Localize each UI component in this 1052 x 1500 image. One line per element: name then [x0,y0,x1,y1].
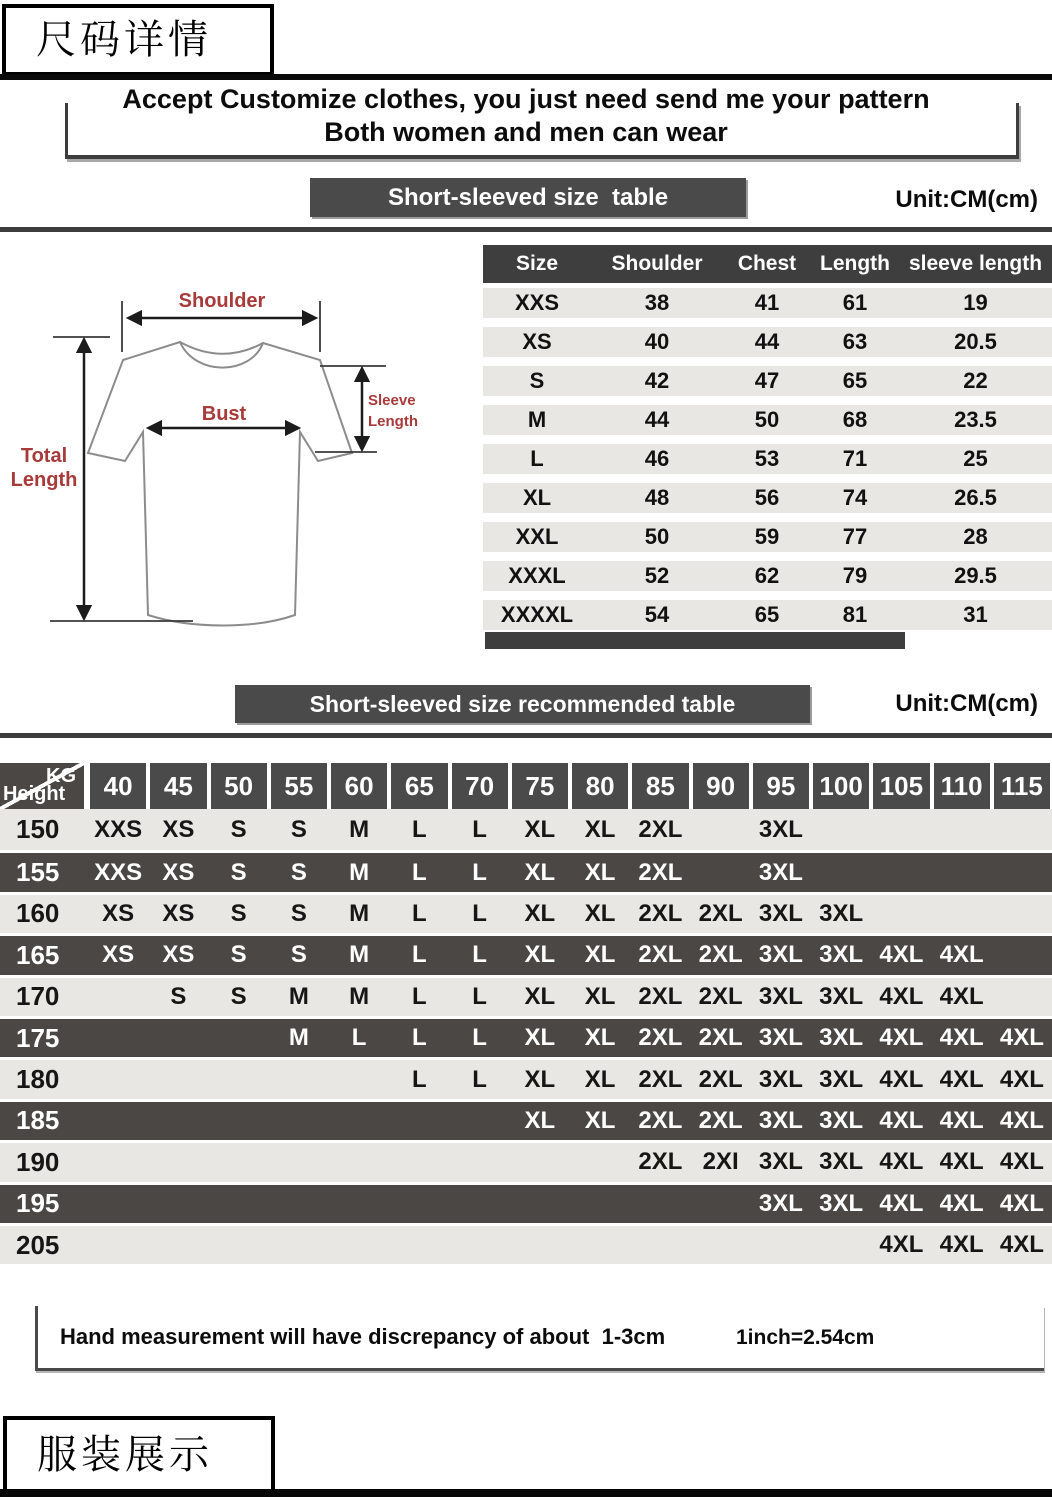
total-length-label-1: Total [20,445,68,467]
header-divider-line [0,74,1052,80]
size-table-cell: 79 [842,563,868,588]
size-table-cell: 42 [644,368,670,393]
size-table-row [483,444,1052,474]
recommended-table-title: Short-sleeved size recommended table [309,690,736,717]
weight-header-cell: 85 [632,763,688,809]
size-table-footer-bar [485,632,905,649]
height-label-cell: 180 [16,1064,60,1095]
matrix-row [0,975,1052,1016]
weight-header-cell: 110 [934,763,990,809]
recommended-size-cell: 3XL [758,1189,803,1217]
recommended-size-cell: 4XL [879,1148,924,1176]
recommended-size-cell: 3XL [758,941,803,969]
recommended-size-cell: 2XL [638,1106,683,1134]
recommended-size-cell: M [349,815,370,843]
size-table-cell: 48 [644,485,670,510]
recommended-size-cell: XL [584,858,616,886]
recommended-size-cell: 3XL [819,1065,864,1093]
size-table-row [483,327,1052,357]
banner-line1: Accept Customize clothes, you just need send me your pattern [122,84,930,114]
matrix-row [0,1099,1052,1140]
size-table-cell: 19 [963,290,988,315]
height-label-cell: 185 [16,1105,60,1136]
sleeve-length-label-2: Length [368,413,418,430]
corner-kg-label: KG [46,765,76,787]
recommended-size-cell: M [288,1024,309,1052]
recommended-size-cell: 2XL [638,899,683,927]
size-table-row [483,405,1052,435]
recommended-size-cell: XL [524,1065,556,1093]
recommended-size-cell: 4XL [999,1231,1044,1259]
size-table-cell: 59 [754,524,780,549]
size-table-cell: 77 [842,524,868,549]
size-table-cell: 47 [754,368,780,393]
recommended-size-cell: 4XL [999,1024,1044,1052]
matrix-row [0,1140,1052,1181]
height-label-cell: 175 [16,1022,60,1053]
size-table-cell: XXL [515,524,559,549]
size-table-cell: L [530,446,544,471]
recommended-size-cell: 4XL [939,1024,984,1052]
recommended-size-cell: 2XL [638,1024,683,1052]
recommended-size-cell: 3XL [758,815,803,843]
recommended-size-cell: 4XL [879,1106,924,1134]
recommended-size-cell: XL [584,941,616,969]
size-table-cell: 68 [842,407,868,432]
recommended-size-cell: S [290,815,307,843]
size-table-column-header: Shoulder [611,252,703,275]
weight-header-cell: 115 [994,763,1050,809]
recommended-size-cell: 2XL [698,1024,743,1052]
matrix-row [0,1223,1052,1264]
size-table-cell: 62 [754,563,780,588]
recommended-size-cell: S [290,899,307,927]
size-table-cell: 53 [754,446,780,471]
weight-header-cell: 100 [813,763,869,809]
recommended-size-cell: M [349,941,370,969]
recommended-size-cell: M [349,858,370,886]
size-table-cell: 40 [644,329,670,354]
recommended-size-cell: L [351,1024,367,1052]
recommended-size-cell: 3XL [819,1148,864,1176]
size-table-row [483,483,1052,513]
recommended-size-cell: 4XL [939,941,984,969]
matrix-row [0,933,1052,974]
page-title: 尺码详情 [36,17,212,62]
recommended-size-cell: M [288,982,309,1010]
recommended-size-cell: 3XL [819,1189,864,1217]
inch-conversion-text: 1inch=2.54cm [736,1326,875,1349]
size-table-column-header: Length [820,252,890,275]
size-table-cell: 50 [754,407,780,432]
recommended-size-cell: 2XL [638,1065,683,1093]
recommended-size-cell: L [472,899,487,927]
weight-header-cell: 60 [331,763,387,809]
weight-header-cell: 90 [693,763,749,809]
recommended-size-cell: L [472,815,487,843]
recommended-size-cell: 3XL [819,1024,864,1052]
recommended-size-cell: 4XL [879,1231,924,1259]
size-table-header [483,245,1052,283]
recommended-size-cell: L [412,815,427,843]
unit-label-1: Unit:CM(cm) [895,186,1038,213]
size-table-cell: 26.5 [954,485,997,510]
recommended-size-cell: XL [584,1106,616,1134]
recommended-size-cell: XL [524,858,556,886]
recommended-size-cell: 4XL [999,1106,1044,1134]
recommended-size-cell: 2XL [698,1106,743,1134]
recommended-size-cell: L [412,982,427,1010]
matrix-row [0,809,1052,850]
recommended-size-cell: 4XL [999,1189,1044,1217]
shoulder-label: Shoulder [178,290,266,312]
size-table-cell: S [529,368,545,393]
matrix-row [0,1182,1052,1223]
recommended-size-cell: XL [524,941,556,969]
recommended-size-cell: XXS [94,858,143,886]
recommended-size-cell: 4XL [939,1148,984,1176]
size-table-row [483,522,1052,552]
height-label-cell: 190 [16,1146,60,1177]
size-table-row [483,288,1052,318]
recommended-size-cell: 4XL [879,1189,924,1217]
size-table-cell: 46 [644,446,670,471]
recommended-size-cell: 2XL [698,1065,743,1093]
recommended-size-cell: L [412,1024,427,1052]
size-table-cell: M [527,407,547,432]
recommended-size-cell: 4XL [939,1065,984,1093]
size-table-cell: 44 [754,329,780,354]
banner-line2: Both women and men can wear [324,117,728,147]
recommended-size-cell: 4XL [999,1148,1044,1176]
size-table-cell: 22 [963,368,988,393]
recommended-size-cell: 4XL [939,982,984,1010]
recommended-size-cell: 3XL [758,982,803,1010]
height-label-cell: 205 [16,1229,60,1260]
recommended-size-cell: 2XL [698,899,743,927]
size-table-cell: 56 [754,485,780,510]
height-label-cell: 165 [16,939,60,970]
recommended-size-cell: L [472,941,487,969]
size-table-cell: 29.5 [954,563,997,588]
size-table-cell: 74 [842,485,868,510]
recommended-size-cell: 4XL [879,1024,924,1052]
recommended-size-cell: L [472,1024,487,1052]
recommended-size-cell: 4XL [939,1231,984,1259]
recommended-size-cell: 3XL [758,858,803,886]
matrix-corner-cell [0,763,84,809]
corner-height-label: Height [3,783,66,805]
recommended-size-cell: XS [162,899,195,927]
size-table-cell: 71 [842,446,868,471]
weight-header-cell: 55 [271,763,327,809]
recommended-size-cell: 4XL [939,1189,984,1217]
size-table-cell: 61 [842,290,868,315]
size-table-title: Short-sleeved size table [387,183,669,211]
recommended-size-cell: 2XL [638,1148,683,1176]
recommended-size-cell: 3XL [758,1024,803,1052]
size-table-cell: 81 [842,602,868,627]
footnote-text: Hand measurement will have discrepancy of about 1-3cm [60,1324,666,1349]
recommended-size-cell: L [472,982,487,1010]
footer-title-box [3,1416,275,1494]
size-table-cell: 23.5 [954,407,997,432]
size-table-column-header: Size [515,252,559,275]
size-table-row [483,600,1052,630]
matrix-row [0,1057,1052,1098]
recommended-size-cell: 2XL [638,815,683,843]
recommended-size-cell: 2XL [638,941,683,969]
size-table-cell: 44 [644,407,670,432]
weight-header-cell: 105 [873,763,929,809]
size-table-cell: 38 [644,290,670,315]
recommended-size-cell: 4XL [999,1065,1044,1093]
size-table-body [483,288,1052,639]
recommended-size-cell: XS [102,941,135,969]
recommended-size-cell: XS [162,858,195,886]
recommended-size-cell: 2XI [702,1148,739,1176]
recommended-size-cell: 3XL [819,941,864,969]
size-table-row [483,561,1052,591]
recommended-size-cell: 3XL [819,899,864,927]
recommended-size-cell: S [230,899,247,927]
recommended-size-cell: 3XL [819,1106,864,1134]
sleeve-length-label-1: Sleeve [368,392,416,409]
recommended-size-cell: L [472,858,487,886]
recommended-size-cell: XL [524,982,556,1010]
size-table-title-bar [310,178,746,217]
recommended-size-cell: M [349,899,370,927]
recommended-size-cell: S [170,982,187,1010]
height-label-cell: 195 [16,1188,60,1219]
size-table-cell: 54 [644,602,670,627]
total-length-label-2: Length [10,469,78,491]
tshirt-measurement-diagram [0,272,470,664]
size-table-cell: XXXL [508,563,566,588]
matrix-row [0,892,1052,933]
tshirt-outline [88,342,352,626]
size-table-cell: 31 [963,602,988,627]
recommended-size-cell: L [412,899,427,927]
recommended-size-cell: XL [584,815,616,843]
recommended-size-cell: 3XL [758,899,803,927]
tshirt-collar-line [180,342,263,354]
recommended-size-cell: XL [584,1024,616,1052]
size-table-cell: XXS [514,290,560,315]
recommended-size-cell: M [349,982,370,1010]
recommended-size-cell: 3XL [758,1148,803,1176]
weight-header-cell: 50 [211,763,267,809]
recommended-size-cell: L [412,858,427,886]
recommended-size-cell: S [290,858,307,886]
matrix-top-line [0,733,1052,738]
recommended-size-cell: S [230,982,247,1010]
recommended-size-cell: L [412,941,427,969]
size-table-cell: 41 [754,290,780,315]
recommended-size-cell: 4XL [879,1065,924,1093]
matrix-row [0,1016,1052,1057]
recommended-size-cell: L [472,1065,487,1093]
recommended-size-cell: XXS [94,815,143,843]
recommended-size-cell: 2XL [698,982,743,1010]
recommended-size-cell: XL [524,815,556,843]
size-table-column-header: sleeve length [908,252,1043,275]
recommended-size-cell: XS [162,815,195,843]
recommended-size-cell: 2XL [638,858,683,886]
weight-header-cell: 65 [391,763,447,809]
recommended-size-cell: 4XL [939,1106,984,1134]
height-label-cell: 155 [16,857,60,888]
size-table-cell: 65 [754,602,780,627]
recommended-size-cell: XS [102,899,135,927]
size-table-column-header: Chest [737,252,797,275]
height-label-cell: 160 [16,898,60,929]
size-table-cell: 65 [842,368,868,393]
size-table-cell: XL [522,485,552,510]
recommended-size-cell: 3XL [819,982,864,1010]
recommended-table-title-bar [235,685,810,723]
unit-label-2: Unit:CM(cm) [895,690,1038,717]
recommended-size-cell: XL [524,1106,556,1134]
header-title-box [2,4,274,76]
size-table-cell: 63 [842,329,868,354]
weight-header-cell: 95 [753,763,809,809]
recommended-size-cell: 3XL [758,1065,803,1093]
recommended-size-cell: XL [584,1065,616,1093]
footer-title: 服装展示 [37,1432,213,1477]
weight-header-cell: 45 [150,763,206,809]
recommended-size-cell: S [230,941,247,969]
section-divider-line [0,227,1052,232]
size-table-cell: 20.5 [954,329,997,354]
weight-header-cell: 40 [90,763,146,809]
recommended-size-cell: 3XL [758,1106,803,1134]
weight-header-cell: 75 [512,763,568,809]
weight-header-cell: 70 [452,763,508,809]
recommended-size-cell: 2XL [638,982,683,1010]
recommended-size-cell: S [230,815,247,843]
size-table-cell: 25 [963,446,988,471]
weight-header-cell: 80 [572,763,628,809]
recommended-size-cell: XL [524,899,556,927]
recommended-size-cell: XS [162,941,195,969]
size-table-cell: 50 [644,524,670,549]
height-label-cell: 150 [16,814,60,845]
matrix-body [0,809,1052,1264]
recommended-size-cell: 2XL [698,941,743,969]
recommended-size-cell: XL [584,982,616,1010]
recommended-size-cell: S [230,858,247,886]
recommended-size-cell: XL [584,899,616,927]
recommended-size-cell: S [290,941,307,969]
height-label-cell: 170 [16,981,60,1012]
size-table-cell: XS [522,329,552,354]
size-table-cell: 28 [963,524,988,549]
matrix-row [0,850,1052,891]
size-table-cell: 52 [644,563,670,588]
footer-divider-line [0,1489,1052,1497]
recommended-size-cell: L [412,1065,427,1093]
bust-label: Bust [201,403,247,425]
matrix-header-row [0,763,1052,809]
recommended-size-cell: 4XL [879,982,924,1010]
recommended-size-cell: 4XL [879,941,924,969]
recommended-size-cell: XL [524,1024,556,1052]
size-table-cell: XXXXL [500,602,574,627]
size-table-row [483,366,1052,396]
